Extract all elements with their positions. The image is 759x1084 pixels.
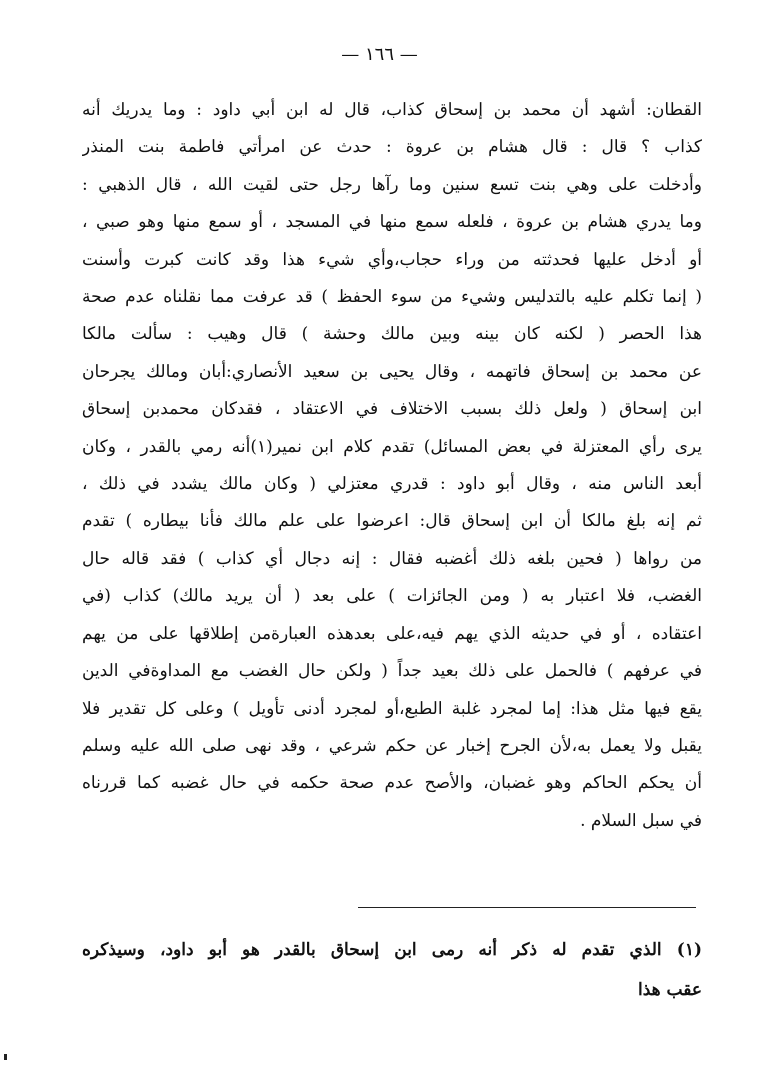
text-line: القطان: أشهد أن محمد بن إسحاق كذاب، قال له ابن أبي داود : وما يدريك أنه: [82, 100, 702, 120]
footnote-line: عقب هذا: [638, 980, 702, 1000]
text-line: عن محمد بن إسحاق فاتهمه ، وقال يحيى بن سعيد الأنصاري:أبان ومالك يجرحان: [82, 361, 702, 382]
text-line: ( إنما تكلم عليه بالتدليس وشيء من سوء الحفظ ) قد عرفت مما نقلناه عدم صحة: [82, 287, 702, 308]
footnote: [82, 930, 702, 1010]
text-line: يقع فيها مثل هذا: إما لمجرد غلبة الطبع،أو لمجرد أدنى تأويل ) وعلى كل تقدير فلا: [82, 698, 702, 719]
text-line: ابن إسحاق ( ولعل ذلك بسبب الاختلاف في الاعتقاد ، فقدكان محمدبن إسحاق: [82, 399, 702, 420]
footnote-divider: [358, 907, 696, 908]
text-line: كذاب ؟ قال : قال هشام بن عروة : حدث عن امرأتي فاطمة بنت المنذر: [82, 137, 702, 158]
text-line: الغضب، فلا اعتبار به ( ومن الجائزات ) على بعد ( أن يريد مالك) كذاب (في: [82, 586, 702, 607]
text-line: في سبل السلام .: [580, 810, 702, 831]
text-line: يرى رأي المعتزلة في بعض المسائل) تقدم كلام ابن نمير(١)أنه رمي بالقدر ، وكان: [82, 436, 702, 457]
text-line: في عرفهم ) فالحمل على ذلك بعيد جداً ( ولكن حال الغضب مع المداوةفي الدين: [82, 661, 702, 682]
text-line: اعتقاده ، أو في حديثه الذي يهم فيه،على بعدهذه العبارةمن إطلاقها على من يهم: [82, 623, 702, 644]
text-line: يقبل ولا يعمل به،لأن الجرح إخبار عن حكم شرعي ، وقد نهى صلى الله عليه وسلم: [82, 735, 702, 756]
text-line: أبعد الناس منه ، وقال أبو داود : قدري معتزلي ( وكان مالك يشدد في ذلك ،: [82, 474, 702, 495]
text-line: هذا الحصر ( لكنه كان بينه وبين مالك وحشة ) قال وهيب : سألت مالكا: [82, 324, 702, 345]
text-line: وأدخلت على وهي بنت تسع سنين وما رآها رجل حتى لقيت الله ، قال الذهبي :: [82, 174, 702, 195]
text-line: ثم إنه بلغ مالكا أن ابن إسحاق قال: اعرضوا على علم مالك فأنا بيطاره ) تقدم: [82, 511, 702, 532]
footnote-line: (١) الذي تقدم له ذكر أنه رمى ابن إسحاق بالقدر هو أبو داود، وسيذكره: [82, 940, 702, 960]
text-line: أو أدخل عليها فحدثته من وراء حجاب،وأي شيء هذا وقد كانت كبرت وأسنت: [82, 249, 702, 270]
text-line: أن يحكم الحاكم وهو غضبان، والأصح عدم صحة حكمه في حال غضبه كما قررناه: [82, 773, 702, 794]
main-text: [82, 92, 702, 840]
scan-speck: [4, 1054, 7, 1060]
text-line: من رواها ( فحين بلغه ذلك أغضبه فقال : إنه دجال أي كذاب ) فقد قاله حال: [82, 548, 702, 569]
page-number: — ١٦٦ —: [341, 44, 418, 65]
text-line: وما يدري هشام بن عروة ، فلعله سمع منها في المسجد ، أو سمع منها وهو صبي ،: [82, 212, 702, 233]
